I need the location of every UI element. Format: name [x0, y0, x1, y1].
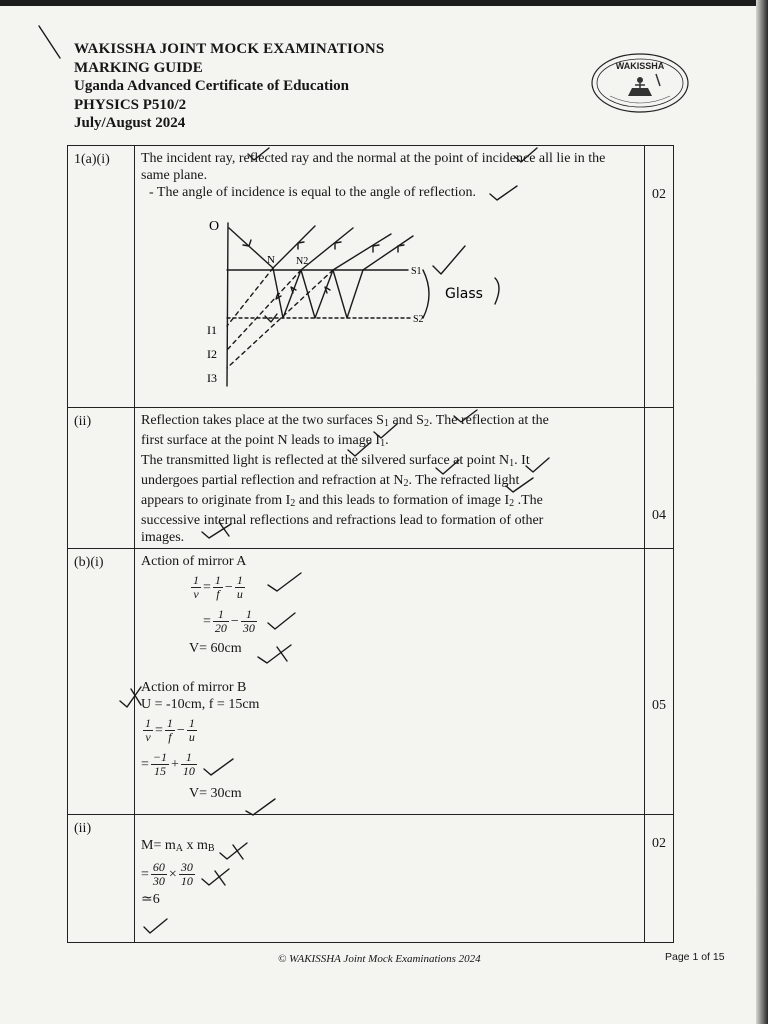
operator: = [141, 866, 149, 882]
fraction [191, 574, 201, 601]
text: and S [388, 413, 424, 428]
numerator: 1 [145, 715, 151, 730]
logo-text: WAKISSHA [615, 61, 665, 71]
text: . [385, 433, 389, 448]
row-1b-ii [68, 815, 674, 943]
label-i2: I2 [207, 347, 217, 361]
denominator: v [145, 729, 151, 744]
label-s1: S1 [411, 266, 422, 277]
operator: − [230, 613, 239, 629]
fraction [151, 861, 167, 888]
fraction [213, 608, 229, 635]
question-number: (ii) [68, 815, 135, 943]
answer-line-4 [141, 472, 636, 492]
answer-line-7: images. [141, 530, 185, 545]
answer-line-5 [141, 492, 636, 512]
answer-line-1 [141, 412, 636, 432]
operator: = [155, 722, 163, 738]
label-glass: Glass [445, 286, 483, 302]
fraction [165, 717, 175, 744]
marks-value: 02 [652, 187, 666, 202]
scan-edge-right [756, 0, 768, 1024]
marks-value: 02 [652, 836, 666, 851]
text: . The reflection at the [428, 413, 549, 428]
glass-reflection-diagram [203, 208, 603, 398]
answer-text-1: The incident ray, reflected ray and the normal at the point of incidence all lie in the same plane. [141, 151, 606, 183]
marking-table [67, 145, 674, 943]
label-o: O [209, 219, 220, 234]
numerator: 1 [193, 572, 199, 587]
fraction [151, 751, 169, 778]
text: appears to originate from I [141, 493, 291, 508]
denominator: 30 [152, 873, 165, 888]
operator: = [141, 756, 149, 772]
numerator: 1 [188, 715, 195, 730]
operator: + [171, 756, 179, 772]
page-number: Page 1 of 15 [665, 951, 725, 963]
denominator: 10 [182, 763, 195, 778]
denominator: 20 [214, 620, 227, 635]
numerator: 1 [166, 715, 173, 730]
subscript: B [207, 843, 215, 854]
denominator: u [188, 729, 195, 744]
numerator: 1 [213, 608, 229, 622]
label-i3: I3 [207, 371, 217, 385]
question-number: (b)(i) [68, 549, 135, 815]
text: .The [514, 493, 543, 508]
answer-cell [135, 408, 645, 549]
action-a-heading: Action of mirror A [141, 554, 247, 569]
operator: = [203, 613, 211, 629]
subscript: A [175, 843, 183, 854]
denominator: f [168, 729, 172, 744]
row-1a-ii [68, 408, 674, 549]
tick-mark [141, 915, 171, 937]
answer-line-2 [141, 432, 636, 452]
text: first surface at the point N leads to image I [141, 433, 381, 448]
fraction [235, 574, 245, 601]
subscript: 2 [290, 498, 296, 509]
fraction [187, 717, 197, 744]
subscript: 1 [383, 418, 389, 429]
answer-text-2: - The angle of incidence is equal to the angle of reflection. [149, 185, 477, 200]
question-number: 1(a)(i) [68, 146, 135, 408]
magnification-formula [141, 837, 636, 857]
exam-title: WAKISSHA JOINT MOCK EXAMINATIONS [74, 41, 385, 57]
text: Reflection takes place at the two surfaces S [141, 413, 384, 428]
denominator: 30 [242, 620, 255, 635]
denominator: 15 [153, 763, 166, 778]
denominator: 10 [180, 873, 193, 888]
substitution-b [141, 747, 636, 781]
stray-pen-mark [36, 24, 66, 64]
subscript: 2 [509, 498, 515, 509]
subscript: 1 [509, 458, 515, 469]
substitution-a [141, 604, 636, 638]
label-n: N [267, 254, 275, 266]
guide-title: MARKING GUIDE [74, 59, 203, 76]
given-values-b: U = -10cm, f = 15cm [141, 697, 260, 712]
operator: − [176, 722, 185, 738]
row-1b-i [68, 549, 674, 815]
text: and this leads to formation of image I [295, 493, 510, 508]
row-1a-i [68, 146, 674, 408]
text: x m [182, 838, 208, 853]
paper-code: PHYSICS P510/2 [74, 96, 187, 113]
answer-cell [135, 549, 645, 815]
numerator: 1 [236, 572, 243, 587]
subscript: 2 [423, 418, 429, 429]
marks-cell [645, 408, 674, 549]
exam-date: July/August 2024 [74, 115, 186, 131]
action-b-heading: Action of mirror B [141, 680, 247, 695]
result-a: V= 60cm [189, 641, 242, 656]
magnification-result: ≃6 [141, 892, 160, 907]
copyright-footer: © WAKISSHA Joint Mock Examinations 2024 [278, 953, 481, 965]
lens-equation-a [141, 570, 636, 604]
subscript: 1 [380, 438, 386, 449]
certificate-title: Uganda Advanced Certificate of Education [74, 78, 349, 94]
lens-equation-b [141, 713, 636, 747]
marks-cell [645, 549, 674, 815]
answer-line-6: successive internal reflections and refractions lead to formation of other [141, 513, 544, 528]
marks-cell [645, 815, 674, 943]
fraction [241, 608, 257, 635]
operator: = [203, 579, 211, 595]
numerator: 60 [152, 859, 165, 874]
text: undergoes partial reflection and refraction at N [141, 473, 404, 488]
wakissha-crest-icon [590, 52, 690, 114]
answer-line-3 [141, 452, 636, 472]
operator: − [224, 579, 233, 595]
result-b: V= 30cm [189, 786, 242, 801]
numerator: −1 [152, 749, 168, 764]
numerator: 1 [181, 751, 197, 765]
marks-value: 04 [652, 508, 666, 523]
denominator: f [216, 586, 220, 601]
label-i1: I1 [207, 323, 217, 337]
fraction [181, 751, 197, 778]
text: . It [514, 453, 530, 468]
numerator: 1 [241, 608, 257, 622]
fraction [143, 717, 153, 744]
text: The transmitted light is reflected at the silvered surface at point N [141, 453, 510, 468]
denominator: u [236, 586, 243, 601]
text: M= m [141, 838, 176, 853]
fraction [213, 574, 223, 601]
subscript: 2 [403, 478, 409, 489]
answer-cell [135, 146, 645, 408]
numerator: 30 [180, 859, 193, 874]
question-number: (ii) [68, 408, 135, 549]
marks-cell [645, 146, 674, 408]
label-s2: S2 [413, 314, 424, 325]
marks-value: 05 [652, 698, 666, 713]
answer-cell [135, 815, 645, 943]
text: . The refracted light [408, 473, 520, 488]
exam-header [74, 40, 384, 133]
magnification-substitution [141, 857, 636, 891]
fraction [179, 861, 195, 888]
operator: × [168, 866, 177, 882]
label-n2: N2 [296, 256, 309, 267]
scan-edge-top [0, 0, 768, 6]
denominator: v [193, 586, 199, 601]
numerator: 1 [214, 572, 221, 587]
